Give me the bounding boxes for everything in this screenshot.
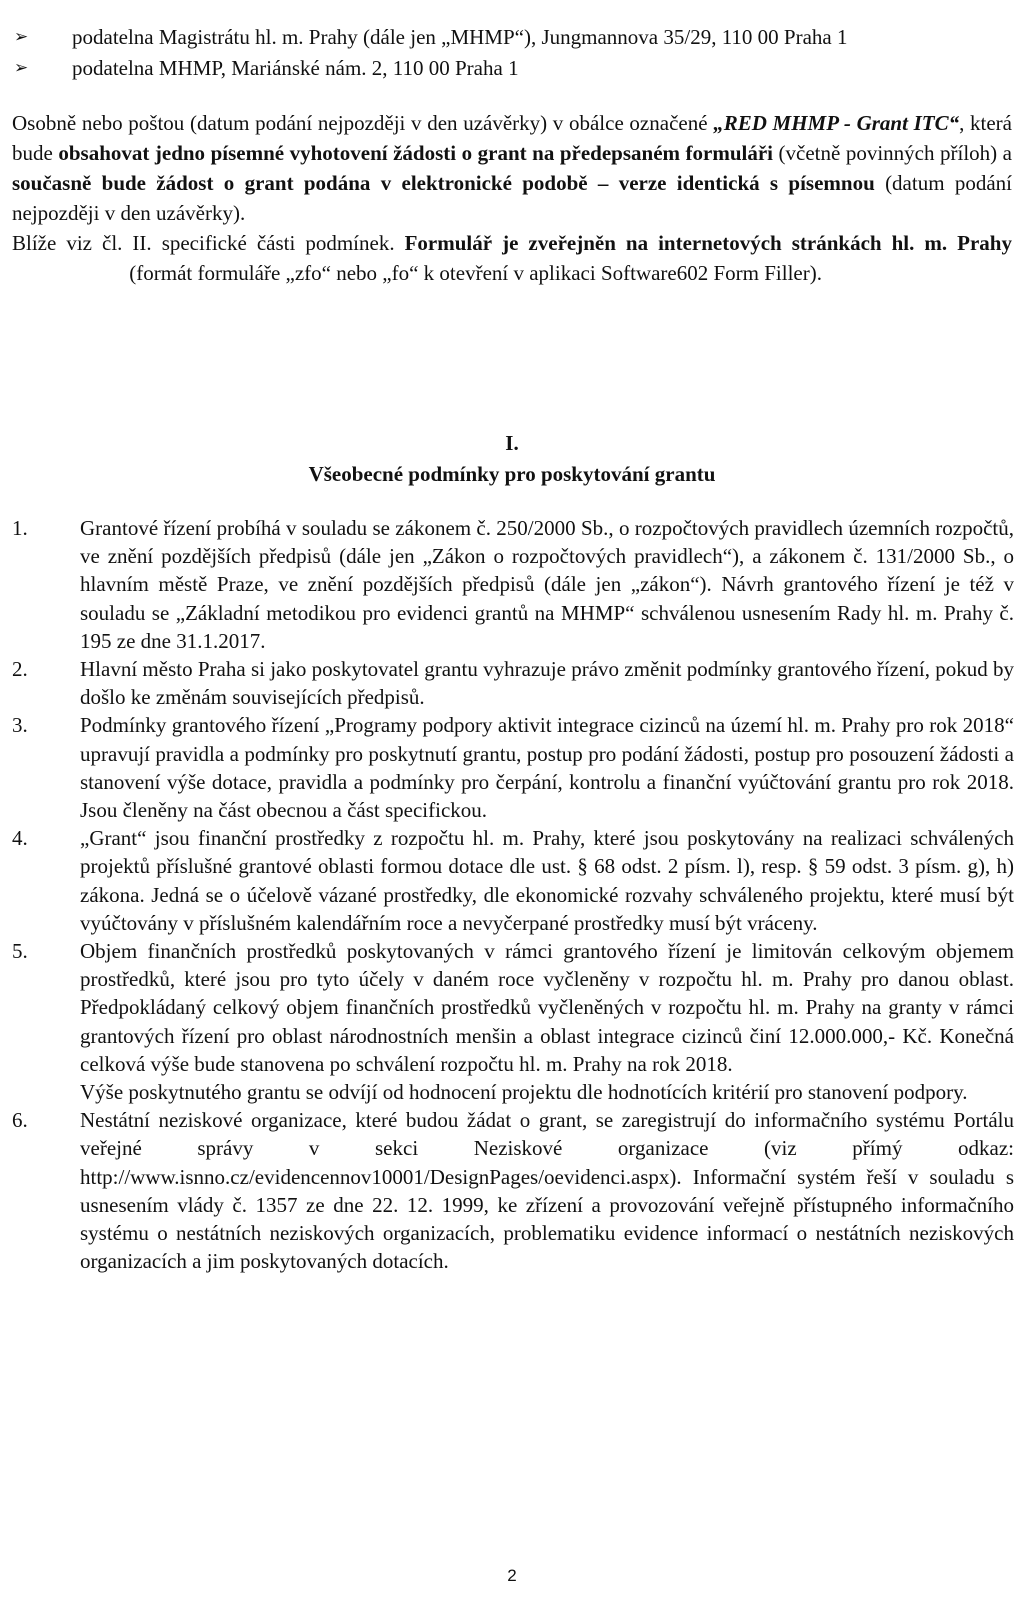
list-item <box>12 655 1014 711</box>
list-item <box>12 824 1014 937</box>
item-paragraph: Podmínky grantového řízení „Programy podpory aktivit integrace cizinců na území hl. m. Prahy pro rok 2018“ upravují pravidla a podmínky pro poskytnutí grantu, postup pro podání žádosti, postup pro posouzení žádosti a stanovení výše dotace, pravidla a podmínky pro čerpání, kontrolu a finanční vyúčtování grantu pro rok 2018. Jsou členěny na část obecnou a část specifickou. <box>80 713 1014 823</box>
item-text <box>80 1106 1014 1275</box>
arrow-bullet-icon: ➢ <box>14 58 29 78</box>
arrow-bullet-icon: ➢ <box>14 27 29 47</box>
item-paragraph: „Grant“ jsou finanční prostředky z rozpočtu hl. m. Prahy, které jsou poskytovány na realizaci schválených projektů příslušné grantové oblasti formou dotace dle ust. § 68 odst. 2 písm. l), resp. § 59 odst. 3 písm. g), h) zákona. Jedná se o účelově vázané prostředky, dle ekonomické rozvahy schváleného projektu, které musí být vyúčtovány v příslušném kalendářním roce a nevyčerpané prostředky musí být vráceny. <box>80 826 1014 935</box>
item-paragraph: Nestátní neziskové organizace, které budou žádat o grant, se zaregistrují do informačního systému Portálu veřejné správy v sekci Neziskové organizace (viz přímý odkaz: http://www.isnno.cz/evidencennov10001/DesignPages/oevidenci.aspx). Informační systém řeší v souladu s usnesením vlády č. 1357 ze dne 22. 12. 1999, ke zřízení a provozování veřejně přístupného informačního systému o nestátních neziskových organizacích, problematiku evidence informací o nestátních neziskových organizacích a jim poskytovaných dotacích. <box>80 1108 1014 1274</box>
envelope-label: „RED MHMP - Grant ITC“ <box>713 111 960 135</box>
item-text <box>80 824 1014 937</box>
form-format-note: (formát formuláře „zfo“ nebo „fo“ k otevření v aplikaci Software602 Form Filler). <box>124 261 822 285</box>
item-paragraph: Hlavní město Praha si jako poskytovatel grantu vyhrazuje právo změnit podmínky grantového řízení, pokud by došlo ke změnám souvisejících předpisů. <box>80 657 1014 710</box>
page-number: 2 <box>507 1566 517 1585</box>
item-paragraph: Grantové řízení probíhá v souladu se zákonem č. 250/2000 Sb., o rozpočtových pravidlech územních rozpočtů, ve znění pozdějších předpisů (dále jen „Zákon o rozpočtových pravidlech“), a zákonem č. 131/2000 Sb., o hlavním městě Praze, ve znění pozdějších předpisů (dále jen „zákon“). Návrh grantového řízení je též v souladu se „Základní metodikou pro evidenci grantů na MHMP“ schválenou usnesením Rady hl. m. Prahy č. 195 ze dne 31.1.2017. <box>80 516 1014 653</box>
submission-paragraph <box>12 108 1012 288</box>
item-number: 5. <box>12 939 28 964</box>
form-published-note: Formulář je zveřejněn na internetových stránkách hl. m. Prahy <box>404 231 1012 255</box>
item-text <box>80 937 1014 1106</box>
item-text <box>80 711 1014 824</box>
item-number: 2. <box>12 657 28 682</box>
list-item <box>12 711 1014 824</box>
list-item <box>12 514 1014 655</box>
item-paragraph: Výše poskytnutého grantu se odvíjí od hodnocení projektu dle hodnotících kritérií pro stanovení podpory. <box>80 1080 968 1105</box>
submission-places <box>12 22 1012 84</box>
submission-emphasis: současně bude žádost o grant podána v elektronické podobě – verze identická s písemnou <box>12 171 875 195</box>
list-item <box>12 937 1014 1106</box>
conditions-list <box>12 514 1014 1275</box>
submission-emphasis: obsahovat jedno písemné vyhotovení žádosti o grant na předepsaném formuláři <box>58 141 774 165</box>
section-title: Všeobecné podmínky pro poskytování grantu <box>308 462 716 486</box>
submission-text: (datum podání nejpozději v den uzávěrky). <box>12 171 1013 225</box>
item-text <box>80 514 1014 655</box>
list-item <box>12 1106 1014 1275</box>
submission-text: Blíže viz čl. II. specifické části podmínek. <box>12 231 405 255</box>
list-item <box>12 53 1012 84</box>
item-text <box>80 655 1014 711</box>
bullet-text: podatelna Magistrátu hl. m. Prahy (dále jen „MHMP“), Jungmannova 35/29, 110 00 Praha 1 <box>72 25 848 49</box>
submission-text: (včetně povinných příloh) a <box>773 141 1012 165</box>
item-number: 4. <box>12 826 28 851</box>
bullet-text: podatelna MHMP, Mariánské nám. 2, 110 00 Praha 1 <box>72 56 519 80</box>
item-number: 3. <box>12 713 28 738</box>
item-number: 6. <box>12 1108 28 1133</box>
submission-text: , která bude <box>12 111 1012 165</box>
section-number: I. <box>505 431 519 455</box>
item-number: 1. <box>12 516 28 540</box>
section-heading <box>0 428 1024 490</box>
submission-text: Osobně nebo poštou (datum podání nejpozději v den uzávěrky) v obálce označené <box>12 111 714 135</box>
list-item <box>12 22 1012 53</box>
item-paragraph: Objem finančních prostředků poskytovaných v rámci grantového řízení je limitován celkovým objemem prostředků, které jsou pro tyto účely v daném roce vyčleněny v rozpočtu hl. m. Prahy pro danou oblast. Předpokládaný celkový objem finančních prostředků vyčleněných v rozpočtu hl. m. Prahy na granty v rámci grantových řízení pro oblast národnostních menšin a oblast integrace cizinců činí 12.000.000,- Kč. Konečná celková výše bude stanovena po schválení rozpočtu hl. m. Prahy na rok 2018. <box>80 939 1014 1076</box>
